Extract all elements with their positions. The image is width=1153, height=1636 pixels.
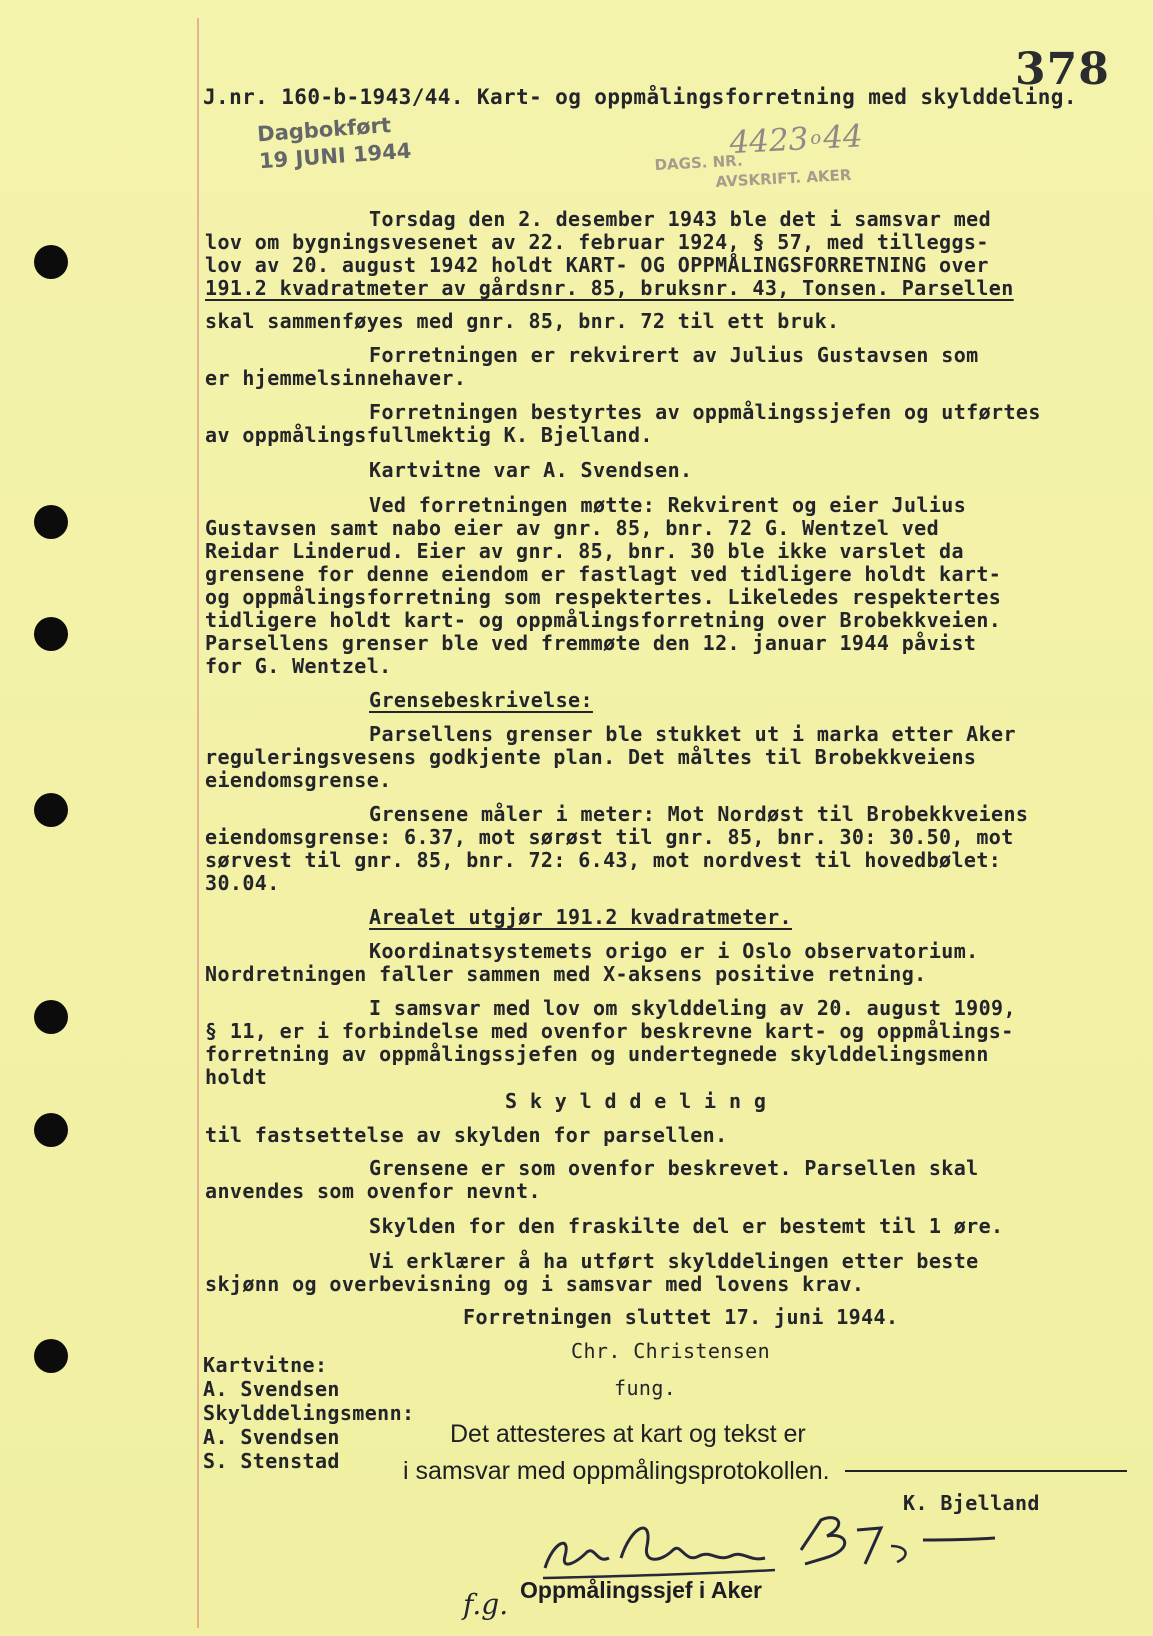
body-line: til fastsettelse av skylden for parsellen. (205, 1123, 728, 1147)
body-line: eiendomsgrense: 6.37, mot sørøst til gnr. 85, bnr. 30: 30.50, mot (205, 825, 1014, 849)
punch-hole (34, 793, 68, 827)
body-line: er hjemmelsinnehaver. (205, 366, 467, 390)
signatory-role: fung. (614, 1376, 677, 1400)
punch-hole (34, 245, 68, 279)
body-line: Koordinatsystemets origo er i Oslo observatorium. (369, 939, 979, 963)
body-line: forretning av oppmålingssjefen og undertegnede skylddelingsmenn (205, 1042, 989, 1066)
punch-hole (34, 1339, 68, 1373)
body-line: Gustavsen samt nabo eier av gnr. 85, bnr. 72 G. Wentzel ved (205, 516, 940, 540)
punch-hole (34, 1000, 68, 1034)
section-heading: Arealet utgjør 191.2 kvadratmeter. (369, 905, 792, 929)
body-line: Grensene måler i meter: Mot Nordøst til Brobekkveiens (369, 802, 1029, 826)
signatory-name: K. Bjelland (903, 1491, 1040, 1515)
body-line: reguleringsvesens godkjente plan. Det måltes til Brobekkveiens (205, 745, 977, 769)
margin-rule (197, 18, 199, 1628)
body-line: Skylden for den fraskilte del er bestemt til 1 øre. (369, 1214, 1004, 1238)
body-line: og oppmålingsforretning som respektertes. Likeledes respektertes (205, 585, 1002, 609)
body-line: Grensene er som ovenfor beskrevet. Parsellen skal (369, 1156, 979, 1180)
body-line: Reidar Linderud. Eier av gnr. 85, bnr. 30 ble ikke varslet da (205, 539, 964, 563)
body-line: Forretningen er rekvirert av Julius Gustavsen som (369, 343, 979, 367)
body-line: lov om bygningsvesenet av 22. februar 1924, § 57, med tilleggs- (205, 230, 989, 254)
punch-hole (34, 505, 68, 539)
attestation-line: i samsvar med oppmålingsprotokollen. (403, 1457, 830, 1485)
body-line: grensene for denne eiendom er fastlagt ved tidligere holdt kart- (205, 562, 1002, 586)
signatory-name: S. Stenstad (203, 1449, 340, 1473)
handwritten-fg: f.g. (463, 1588, 509, 1621)
punch-hole (34, 617, 68, 651)
body-line: I samsvar med lov om skylddeling av 20. august 1909, (369, 996, 1016, 1020)
stamp-number: 4423$^o$44 (728, 118, 864, 162)
header-line: J.nr. 160-b-1943/44. Kart- og oppmålingsforretning med skylddeling. (203, 85, 1077, 109)
body-line: tidligere holdt kart- og oppmålingsforretning over Brobekkveien. (205, 608, 1002, 632)
dagsnr-stamp (654, 118, 864, 195)
body-line: anvendes som ovenfor nevnt. (205, 1179, 541, 1203)
dagbokfort-stamp (256, 111, 412, 176)
body-line: § 11, er i forbindelse med ovenfor beskrevne kart- og oppmålings- (205, 1019, 1014, 1043)
body-line: Parsellens grenser ble ved fremmøte den 12. januar 1944 påvist (205, 631, 977, 655)
body-line: Forretningen sluttet 17. juni 1944. (463, 1305, 899, 1329)
body-line: Parsellens grenser ble stukket ut i marka etter Aker (369, 722, 1016, 746)
oppmaling-title-stamp: Oppmålingssjef i Aker (520, 1577, 762, 1603)
body-line: for G. Wentzel. (205, 654, 392, 678)
punch-hole (34, 1113, 68, 1147)
signatory-name: A. Svendsen (203, 1425, 340, 1449)
body-line: skal sammenføyes med gnr. 85, bnr. 72 til ett bruk. (205, 309, 840, 333)
body-line: sørvest til gnr. 85, bnr. 72: 6.43, mot nordvest til hovedbølet: (205, 848, 1002, 872)
section-heading: S k y l d d e l i n g (505, 1089, 767, 1113)
body-line: lov av 20. august 1942 holdt KART- OG OPPMÅLINGSFORRETNING over (205, 253, 989, 277)
body-line: holdt (205, 1065, 268, 1089)
body-line: skjønn og overbevisning og i samsvar med lovens krav. (205, 1272, 865, 1296)
body-line: Kartvitne var A. Svendsen. (369, 458, 693, 482)
body-line: 191.2 kvadratmeter av gårdsnr. 85, bruksnr. 43, Tonsen. Parsellen (205, 276, 1014, 300)
stamp-line: Dagbokført (256, 113, 392, 147)
page-number: 378 (1015, 44, 1110, 95)
attestation-rule (845, 1470, 1127, 1472)
body-line: Forretningen bestyrtes av oppmålingssjefen og utførtes (369, 400, 1041, 424)
attestation-line: Det attesteres at kart og tekst er (450, 1420, 806, 1448)
body-line: Torsdag den 2. desember 1943 ble det i samsvar med (369, 207, 992, 231)
stamp-line: DAGS. NR. (654, 151, 744, 175)
stamp-line: AVSKRIFT. AKER (715, 165, 852, 191)
body-line: eiendomsgrense. (205, 768, 392, 792)
section-heading: Grensebeskrivelse: (369, 688, 593, 712)
signatory-name: A. Svendsen (203, 1377, 340, 1401)
body-line: Nordretningen faller sammen med X-aksens positive retning. (205, 962, 927, 986)
body-line: Vi erklærer å ha utført skylddelingen etter beste (369, 1249, 979, 1273)
body-line: av oppmålingsfullmektig K. Bjelland. (205, 423, 653, 447)
stamp-date: 19 JUNI 1944 (258, 138, 413, 174)
body-line: Ved forretningen møtte: Rekvirent og eier Julius (369, 493, 967, 517)
body-line: 30.04. (205, 871, 280, 895)
signatory-name: Chr. Christensen (571, 1339, 771, 1363)
signatory-label: Skylddelingsmenn: (203, 1401, 415, 1425)
signatory-label: Kartvitne: (203, 1353, 328, 1377)
